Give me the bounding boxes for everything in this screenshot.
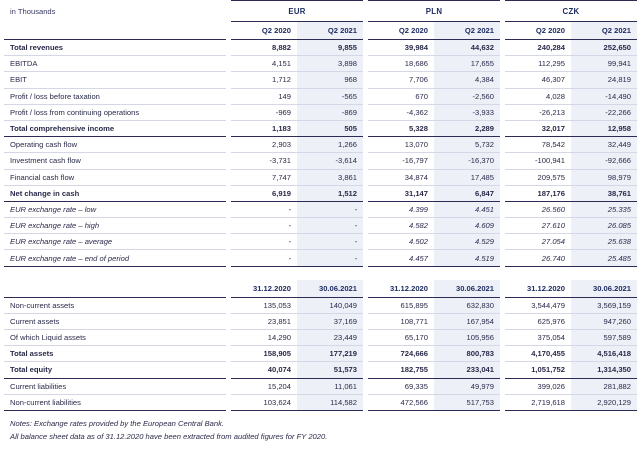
data-cell: 38,761 <box>571 185 637 201</box>
table1-header <box>4 1 637 40</box>
data-cell: 167,954 <box>434 313 500 329</box>
data-cell: 37,169 <box>297 313 363 329</box>
data-cell: 23,449 <box>297 330 363 346</box>
data-cell: 65,170 <box>368 330 434 346</box>
table2-body <box>4 297 637 410</box>
row-label: Total comprehensive income <box>4 120 226 136</box>
data-cell: 44,632 <box>434 40 500 56</box>
data-cell: 98,979 <box>571 169 637 185</box>
data-cell: 13,070 <box>368 137 434 153</box>
data-cell: 49,979 <box>434 378 500 394</box>
row-label: Non-current assets <box>4 297 226 313</box>
subheader-pln-2020-12-31: 31.12.2020 <box>368 280 434 298</box>
row-label: EBIT <box>4 72 226 88</box>
data-cell: 4,028 <box>505 88 571 104</box>
data-cell: 14,290 <box>231 330 297 346</box>
row-label: EUR exchange rate – average <box>4 234 226 250</box>
spacer-cell <box>368 267 434 280</box>
note-line: All balance sheet data as of 31.12.2020 have been extracted from audited figures for FY 2020. <box>10 432 328 442</box>
row-label: Total revenues <box>4 40 226 56</box>
data-cell: 4.582 <box>368 218 434 234</box>
data-cell: 187,176 <box>505 185 571 201</box>
data-cell: 670 <box>368 88 434 104</box>
data-cell: 472,566 <box>368 394 434 410</box>
data-cell: -22,266 <box>571 104 637 120</box>
data-cell: -92,666 <box>571 153 637 169</box>
data-cell: 3,569,159 <box>571 297 637 313</box>
data-cell: 177,219 <box>297 346 363 362</box>
row-label: Financial cash flow <box>4 169 226 185</box>
data-cell: 34,874 <box>368 169 434 185</box>
data-cell: 375,054 <box>505 330 571 346</box>
data-cell: 4.457 <box>368 250 434 266</box>
data-cell: 26.740 <box>505 250 571 266</box>
data-cell: 4,516,418 <box>571 346 637 362</box>
data-cell: 39,984 <box>368 40 434 56</box>
data-cell: 25.335 <box>571 201 637 217</box>
spacer-cell <box>4 267 226 280</box>
data-cell: 99,941 <box>571 56 637 72</box>
data-cell: 149 <box>231 88 297 104</box>
data-cell: 25.485 <box>571 250 637 266</box>
table-row <box>4 297 637 313</box>
data-cell: 112,295 <box>505 56 571 72</box>
table-row <box>4 330 637 346</box>
spacer-cell <box>571 267 637 280</box>
empty-corner-2 <box>4 280 226 298</box>
data-cell: 4.451 <box>434 201 500 217</box>
data-cell: 947,260 <box>571 313 637 329</box>
data-cell: 399,026 <box>505 378 571 394</box>
data-cell: 6,847 <box>434 185 500 201</box>
row-label: Current assets <box>4 313 226 329</box>
data-cell: 51,573 <box>297 362 363 378</box>
data-cell: 252,650 <box>571 40 637 56</box>
data-cell: 15,204 <box>231 378 297 394</box>
subheader-czk-q2-2021: Q2 2021 <box>571 22 637 40</box>
row-label: Current liabilities <box>4 378 226 394</box>
table-row <box>4 250 637 266</box>
data-cell: -16,370 <box>434 153 500 169</box>
data-cell: 3,898 <box>297 56 363 72</box>
data-cell: 505 <box>297 120 363 136</box>
data-cell: 31,147 <box>368 185 434 201</box>
data-cell: -565 <box>297 88 363 104</box>
data-cell: 17,485 <box>434 169 500 185</box>
data-cell: 27.054 <box>505 234 571 250</box>
data-cell: 26.560 <box>505 201 571 217</box>
subheader-czk-q2-2020: Q2 2020 <box>505 22 571 40</box>
data-cell: 4.502 <box>368 234 434 250</box>
notes-section <box>4 417 636 444</box>
data-cell: - <box>297 201 363 217</box>
data-cell: 46,307 <box>505 72 571 88</box>
table2-header <box>4 267 637 298</box>
data-cell: -3,731 <box>231 153 297 169</box>
row-label: Total assets <box>4 346 226 362</box>
data-cell: -3,614 <box>297 153 363 169</box>
data-cell: 281,882 <box>571 378 637 394</box>
subheader-eur-q2-2020: Q2 2020 <box>231 22 297 40</box>
table-row <box>4 56 637 72</box>
data-cell: 4.519 <box>434 250 500 266</box>
data-cell: -26,213 <box>505 104 571 120</box>
quarterly-results-table <box>4 0 637 267</box>
data-cell: -100,941 <box>505 153 571 169</box>
data-cell: 32,017 <box>505 120 571 136</box>
data-cell: 9,855 <box>297 40 363 56</box>
data-cell: 800,783 <box>434 346 500 362</box>
subheader-eur-2020-12-31: 31.12.2020 <box>231 280 297 298</box>
data-cell: 108,771 <box>368 313 434 329</box>
table1-body <box>4 40 637 267</box>
data-cell: - <box>231 250 297 266</box>
row-label: Profit / loss from continuing operations <box>4 104 226 120</box>
data-cell: 4.529 <box>434 234 500 250</box>
data-cell: 1,051,752 <box>505 362 571 378</box>
data-cell: - <box>297 250 363 266</box>
row-label: Operating cash flow <box>4 137 226 153</box>
data-cell: -869 <box>297 104 363 120</box>
table-row <box>4 185 637 201</box>
row-label: Investment cash flow <box>4 153 226 169</box>
row-label: EUR exchange rate – low <box>4 201 226 217</box>
table-row <box>4 378 637 394</box>
balance-sheet-table <box>4 267 637 411</box>
note-line: Notes: Exchange rates provided by the European Central Bank. <box>10 418 225 428</box>
subheader-eur-2021-06-30: 30.06.2021 <box>297 280 363 298</box>
data-cell: 7,706 <box>368 72 434 88</box>
data-cell: 158,905 <box>231 346 297 362</box>
table-row <box>4 362 637 378</box>
data-cell: 27.610 <box>505 218 571 234</box>
period-subheader-row <box>4 22 637 40</box>
data-cell: - <box>231 201 297 217</box>
date-subheader-row <box>4 280 637 298</box>
subheader-pln-q2-2020: Q2 2020 <box>368 22 434 40</box>
data-cell: 23,851 <box>231 313 297 329</box>
table-row <box>4 104 637 120</box>
data-cell: - <box>231 234 297 250</box>
data-cell: 597,589 <box>571 330 637 346</box>
data-cell: 3,544,479 <box>505 297 571 313</box>
table-row <box>4 137 637 153</box>
row-label: Of which Liquid assets <box>4 330 226 346</box>
row-label: EUR exchange rate – end of period <box>4 250 226 266</box>
data-cell: 615,895 <box>368 297 434 313</box>
row-label: EUR exchange rate – high <box>4 218 226 234</box>
table-row <box>4 40 637 56</box>
data-cell: 2,289 <box>434 120 500 136</box>
data-cell: 8,882 <box>231 40 297 56</box>
data-cell: 2,719,618 <box>505 394 571 410</box>
data-cell: 12,958 <box>571 120 637 136</box>
data-cell: -14,490 <box>571 88 637 104</box>
data-cell: -3,933 <box>434 104 500 120</box>
row-label: Total equity <box>4 362 226 378</box>
data-cell: 968 <box>297 72 363 88</box>
data-cell: 69,335 <box>368 378 434 394</box>
data-cell: 114,582 <box>297 394 363 410</box>
table-row <box>4 313 637 329</box>
table-row <box>4 72 637 88</box>
spacer-cell <box>505 267 571 280</box>
data-cell: 17,655 <box>434 56 500 72</box>
data-cell: 1,266 <box>297 137 363 153</box>
data-cell: 26.085 <box>571 218 637 234</box>
data-cell: 5,732 <box>434 137 500 153</box>
table-row <box>4 88 637 104</box>
data-cell: 6,919 <box>231 185 297 201</box>
subheader-pln-2021-06-30: 30.06.2021 <box>434 280 500 298</box>
data-cell: 32,449 <box>571 137 637 153</box>
spacer-cell <box>297 267 363 280</box>
data-cell: 3,861 <box>297 169 363 185</box>
data-cell: -16,797 <box>368 153 434 169</box>
data-cell: -4,362 <box>368 104 434 120</box>
subheader-czk-2020-12-31: 31.12.2020 <box>505 280 571 298</box>
table-row <box>4 346 637 362</box>
group-header-czk: CZK <box>505 1 637 22</box>
data-cell: 5,328 <box>368 120 434 136</box>
subheader-pln-q2-2021: Q2 2021 <box>434 22 500 40</box>
data-cell: 1,712 <box>231 72 297 88</box>
data-cell: 233,041 <box>434 362 500 378</box>
data-cell: - <box>297 234 363 250</box>
table-row <box>4 201 637 217</box>
group-header-pln: PLN <box>368 1 500 22</box>
subheader-eur-q2-2021: Q2 2021 <box>297 22 363 40</box>
data-cell: 140,049 <box>297 297 363 313</box>
data-cell: 25.638 <box>571 234 637 250</box>
data-cell: 625,976 <box>505 313 571 329</box>
data-cell: 7,747 <box>231 169 297 185</box>
group-header-eur: EUR <box>231 1 363 22</box>
data-cell: - <box>297 218 363 234</box>
row-label: Net change in cash <box>4 185 226 201</box>
data-cell: 724,666 <box>368 346 434 362</box>
data-cell: 135,053 <box>231 297 297 313</box>
data-cell: 1,314,350 <box>571 362 637 378</box>
data-cell: 4.399 <box>368 201 434 217</box>
data-cell: 1,512 <box>297 185 363 201</box>
data-cell: 11,061 <box>297 378 363 394</box>
data-cell: 517,753 <box>434 394 500 410</box>
data-cell: 209,575 <box>505 169 571 185</box>
data-cell: 105,956 <box>434 330 500 346</box>
data-cell: 2,920,129 <box>571 394 637 410</box>
data-cell: 182,755 <box>368 362 434 378</box>
row-label: Non-current liabilities <box>4 394 226 410</box>
table-row <box>4 153 637 169</box>
table-row <box>4 394 637 410</box>
row-label: Profit / loss before taxation <box>4 88 226 104</box>
table-separator-spacer <box>4 267 637 280</box>
data-cell: 4.609 <box>434 218 500 234</box>
row-label: EBITDA <box>4 56 226 72</box>
data-cell: 240,284 <box>505 40 571 56</box>
table-row <box>4 218 637 234</box>
data-cell: -969 <box>231 104 297 120</box>
spacer-cell <box>434 267 500 280</box>
table-row <box>4 234 637 250</box>
currency-group-header-row <box>4 1 637 22</box>
table-row <box>4 169 637 185</box>
data-cell: 2,903 <box>231 137 297 153</box>
table-row <box>4 120 637 136</box>
data-cell: 4,151 <box>231 56 297 72</box>
empty-corner <box>4 22 226 40</box>
data-cell: 103,624 <box>231 394 297 410</box>
unit-label: in Thousands <box>10 6 56 16</box>
data-cell: -2,560 <box>434 88 500 104</box>
data-cell: 1,183 <box>231 120 297 136</box>
spacer-cell <box>231 267 297 280</box>
data-cell: 18,686 <box>368 56 434 72</box>
data-cell: 78,542 <box>505 137 571 153</box>
subheader-czk-2021-06-30: 30.06.2021 <box>571 280 637 298</box>
data-cell: 24,819 <box>571 72 637 88</box>
data-cell: 632,830 <box>434 297 500 313</box>
data-cell: 4,170,455 <box>505 346 571 362</box>
data-cell: - <box>231 218 297 234</box>
data-cell: 40,074 <box>231 362 297 378</box>
data-cell: 4,384 <box>434 72 500 88</box>
